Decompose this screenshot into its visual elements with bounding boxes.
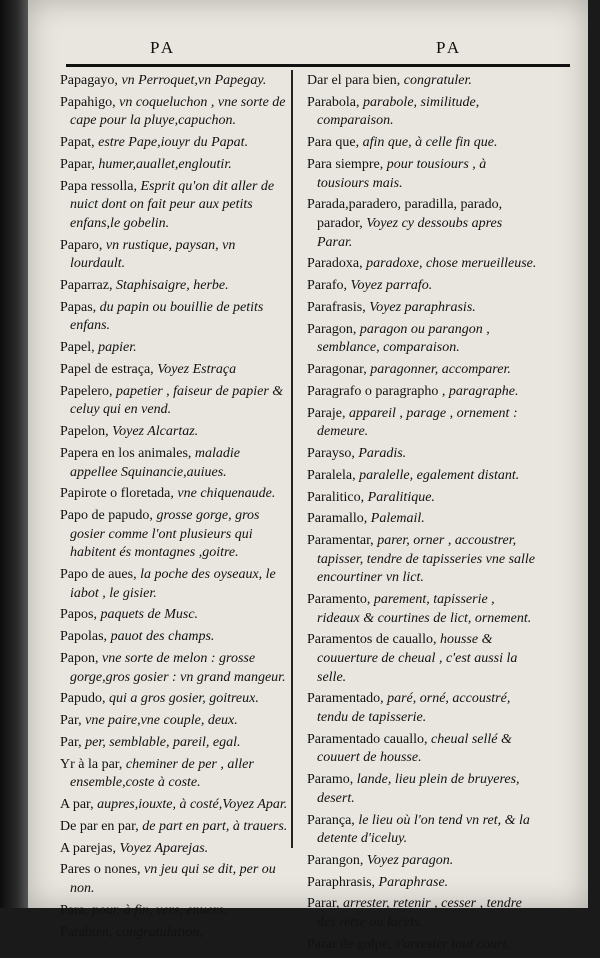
entry-definition: congratulation, [112,924,203,940]
entry-headword: Paralela, [307,467,356,483]
entry-definition: Esprit qu'on dit aller de nuict dont on fait peur aux petits enfans,le gobelin. [70,178,275,231]
dictionary-entry [307,690,537,727]
dictionary-entry [60,734,290,753]
entry-headword: Papa ressolla, [60,178,137,194]
entry-definition: Voyez paraphrasis. [365,299,476,315]
entry-definition: vn coqueluchon , vne sorte de cape pour la pluye,capuchon. [70,94,286,129]
entry-definition: pauot des champs. [107,629,215,645]
entry-headword: Papos, [60,607,97,623]
entry-headword: Papudo, [60,691,106,707]
entry-headword: Papera en los animales, [60,445,192,461]
dictionary-entry [60,299,290,336]
entry-headword: Paramo, [307,772,354,788]
entry-definition: cheual sellé & couuert de housse. [317,731,512,766]
entry-headword: Paparo, [60,237,103,253]
dictionary-entry [307,489,537,508]
entry-definition: paralelle, egalement distant. [355,467,520,483]
entry-definition: parement, tapisserie , rideaux & courtines de lict, ornement. [317,592,532,626]
entry-headword: Paramentar, [307,533,374,549]
entry-definition: qui a gros gosier, goitreux. [105,691,259,707]
dictionary-entry [307,196,537,252]
dictionary-entry [307,731,537,768]
dictionary-entry [60,339,290,358]
entry-definition: parer, orner , accoustrer, tapisser, tendre de tapisseries vne salle encourtiner vn lict. [317,533,536,586]
dictionary-entry [60,840,290,859]
entry-definition: housse & couuerture de cheual , c'est aussi la selle. [317,632,518,685]
dictionary-entry [307,255,537,274]
entry-definition: arrester, retenir , cesser , tendre des retse ou lacets. [317,896,522,931]
dictionary-entry [60,94,290,131]
entry-definition: Paradis. [354,445,407,461]
entry-definition: Voyez cy dessoubs apres Parar. [317,215,503,250]
dictionary-entry [307,812,537,849]
entry-headword: Dar el para bien, [307,73,401,88]
entry-definition: paragonner, accomparer. [366,362,511,377]
entry-definition: le lieu où l'on tend vn ret, & la detente d'iceluy. [317,812,530,847]
dictionary-entry [307,631,537,687]
entry-definition: Paraphrase. [375,874,449,890]
right-column [307,72,537,958]
dictionary-entry [60,383,290,420]
dictionary-entry [307,72,537,91]
entry-definition: vne sorte de melon : grosse gorge,gros gosier : vn grand mangeur. [70,651,286,685]
dictionary-entry [307,361,537,380]
entry-headword: Papelon, [60,424,109,440]
entry-headword: Paramento, [307,592,371,608]
entry-headword: Parabien, [60,924,113,940]
entry-headword: Papat, [60,135,95,151]
entry-definition: Voyez paragon. [363,852,454,868]
dictionary-entry [307,467,537,486]
entry-definition: aupres,iouxte, à costé,Voyez Apar. [93,797,288,813]
dictionary-entry [60,507,290,563]
dictionary-entry [60,156,290,175]
entry-headword: Parada,paradero, paradilla, parado, parador, [307,197,503,231]
book-gutter-edge [0,0,28,908]
entry-definition: paquets de Musc. [96,607,199,623]
entry-definition: papetier , faiseur de papier & celuy qui en vend. [70,383,284,418]
entry-definition: grosse gorge, gros gosier comme l'ont plusieurs qui habitent és montagnes ,goitre. [70,508,260,561]
entry-headword: A par, [60,797,94,813]
entry-definition: Voyez Aparejas. [115,840,209,856]
entry-headword: Para que, [307,135,360,151]
left-column [60,72,290,945]
dictionary-entry [307,156,537,193]
entry-headword: Pares o nones, [60,862,141,878]
entry-definition: s'arrester tout court. [391,936,510,952]
entry-headword: Paramentado, [307,691,384,707]
dictionary-entry [307,321,537,358]
entry-headword: Paraje, [307,405,346,421]
entry-headword: Paragrafo o paragrapho , [307,383,446,399]
entry-headword: Par, [60,713,82,729]
entry-definition: parabole, similitude, comparaison. [317,94,480,129]
entry-definition: Paralitique. [364,489,435,505]
dictionary-entry [60,237,290,274]
entry-definition: Palemail. [367,511,425,527]
running-header [68,38,568,64]
entry-headword: Yr à la par, [60,756,123,772]
entry-headword: Papas, [60,299,97,315]
dictionary-entry [307,445,537,464]
entry-definition: cheminer de per , aller ensemble,coste à coste. [70,756,254,791]
entry-headword: Papolas, [60,629,108,645]
dictionary-entry [307,771,537,808]
entry-headword: Parafo, [307,278,348,294]
entry-headword: Paragon, [307,321,357,337]
dictionary-entry [60,178,290,234]
entry-definition: humer,auallet,engloutir. [94,156,232,172]
entry-headword: Papirote o floretada, [60,486,174,502]
entry-headword: Papel de estraça, [60,362,154,377]
entry-headword: Papel, [60,340,95,356]
entry-headword: Parayso, [307,445,355,461]
entry-headword: Papagayo, [60,73,118,88]
entry-definition: lande, lieu plein de bruyeres, desert. [317,772,520,806]
header-rule [66,64,570,67]
entry-headword: Paparraz, [60,278,113,294]
entry-headword: Parar, [307,896,340,912]
dictionary-entry [60,924,290,943]
entry-definition: vn Perroquet,vn Papegay. [117,73,267,88]
entry-definition: vn rustique, paysan, vn lourdault. [70,237,236,272]
entry-headword: Parabola, [307,94,360,110]
entry-definition: vne paire,vne couple, deux. [81,713,238,729]
entry-definition: la poche des oyseaux, le iabot , le gisier. [70,567,276,601]
entry-definition: paragon ou parangon , semblance, comparaison. [317,321,490,356]
dictionary-entry [60,818,290,837]
dictionary-entry [307,277,537,296]
entry-headword: Paragonar, [307,362,367,377]
entry-headword: Papon, [60,651,99,666]
entry-definition: congratuler. [400,73,472,88]
dictionary-page [28,0,588,952]
dictionary-entry [307,510,537,529]
entry-definition: Voyez Estraça [153,362,237,377]
dictionary-entry [60,650,290,687]
entry-definition: paré, orné, accoustré, tendu de tapisserie. [317,691,511,725]
dictionary-entry [60,445,290,482]
entry-headword: Parar de golpe, [307,936,392,952]
dictionary-entry [60,756,290,793]
entry-definition: papier. [94,340,137,356]
dictionary-entry [60,566,290,603]
dictionary-entry [60,134,290,153]
entry-headword: Parangon, [307,852,364,868]
entry-headword: Paramentos de cauallo, [307,632,437,648]
entry-headword: De par en par, [60,818,139,834]
dictionary-entry [307,383,537,402]
entry-headword: Paradoxa, [307,256,363,272]
entry-headword: Parafrasis, [307,299,366,315]
entry-definition: paragraphe. [445,383,519,399]
dictionary-entry [60,690,290,709]
entry-headword: Para siempre, [307,156,384,172]
dictionary-entry [307,532,537,588]
dictionary-entry [307,874,537,893]
entry-definition: pour tousiours , à tousiours mais. [317,156,487,191]
dictionary-entry [60,485,290,504]
entry-headword: Parança, [307,812,355,828]
dictionary-entry [307,852,537,871]
entry-definition: du papin ou bouillie de petits enfans. [70,299,264,334]
dictionary-entry [60,423,290,442]
header-right: PA [436,38,463,57]
dictionary-entry [60,902,290,921]
dictionary-entry [307,591,537,628]
entry-definition: maladie appellee Squinancie,auiues. [70,445,241,480]
dictionary-entry [307,134,537,153]
dictionary-entry [60,361,290,380]
entry-definition: vne chiquenaude. [173,486,276,502]
entry-definition: Staphisaigre, herbe. [112,278,229,294]
dictionary-entry [307,895,537,932]
entry-headword: Papar, [60,156,95,172]
dictionary-entry [60,628,290,647]
entry-definition: Voyez parrafo. [347,278,433,294]
entry-headword: Paraphrasis, [307,874,376,890]
dictionary-entry [307,405,537,442]
header-left: PA [150,38,177,57]
entry-definition: pour, à fin, vers, enuers. [88,902,228,918]
entry-definition: appareil , parage , ornement : demeure. [317,405,518,440]
entry-headword: Papo de papudo, [60,508,153,524]
dictionary-entry [60,861,290,898]
entry-headword: Papo de aues, [60,567,137,583]
entry-headword: Par, [60,734,82,750]
dictionary-entry [60,712,290,731]
entry-headword: Paralitico, [307,489,365,505]
entry-headword: Papahigo, [60,94,116,110]
dictionary-entry [60,72,290,91]
entry-headword: A parejas, [60,840,116,856]
column-divider [291,70,293,848]
entry-definition: estre Pape,iouyr du Papat. [94,135,249,151]
entry-definition: vn jeu qui se dit, per ou non. [70,862,276,897]
entry-headword: Para, [60,902,89,918]
dictionary-entry [60,277,290,296]
entry-definition: de part en part, à trauers. [138,818,288,834]
entry-definition: afin que, à celle fin que. [359,135,498,151]
dictionary-entry [307,94,537,131]
entry-definition: paradoxe, chose merueilleuse. [362,256,537,272]
dictionary-entry [60,796,290,815]
entry-headword: Papelero, [60,383,113,399]
dictionary-entry [307,299,537,318]
entry-definition: Voyez Alcartaz. [108,424,199,440]
entry-headword: Paramentado cauallo, [307,731,428,747]
entry-definition: per, semblable, pareil, egal. [81,734,241,750]
dictionary-entry [307,936,537,955]
dictionary-entry [60,606,290,625]
entry-headword: Paramallo, [307,511,368,527]
